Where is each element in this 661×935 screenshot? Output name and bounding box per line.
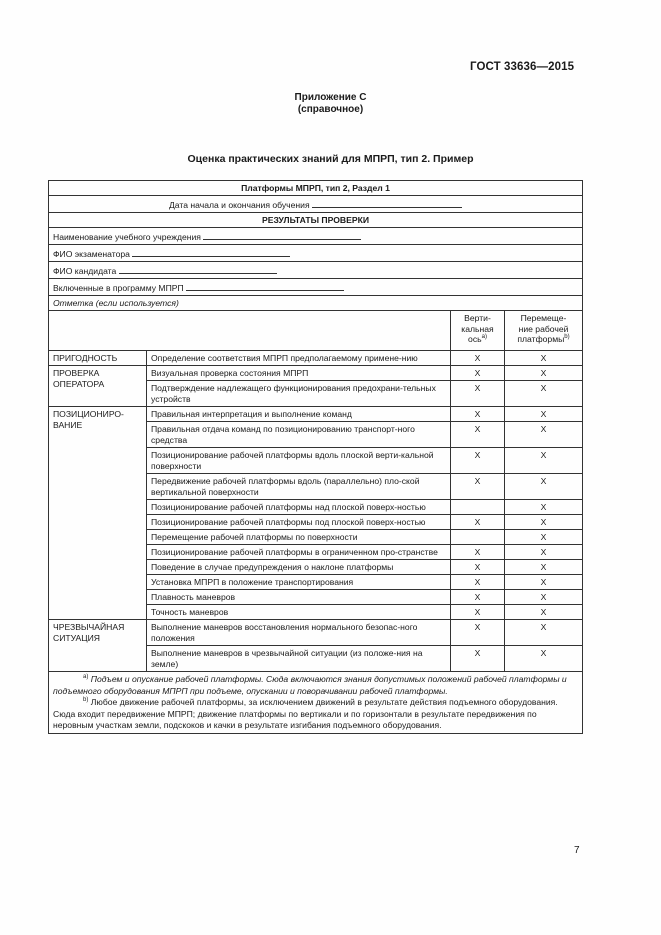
platform-movement-mark: X	[505, 560, 583, 575]
col-platform-line3: платформы	[517, 334, 565, 344]
platform-movement-mark: X	[505, 646, 583, 672]
vertical-axis-mark: X	[451, 351, 505, 366]
platform-movement-mark: X	[505, 448, 583, 474]
footnote-a	[53, 674, 578, 697]
footnotes	[49, 672, 583, 734]
included-row	[49, 279, 583, 296]
platform-movement-mark: X	[505, 407, 583, 422]
vertical-axis-mark: X	[451, 620, 505, 646]
criterion-text: Поведение в случае предупреждения о наклоне платформы	[147, 560, 451, 575]
platform-movement-mark: X	[505, 474, 583, 500]
vertical-axis-mark: X	[451, 646, 505, 672]
candidate-label: ФИО кандидата	[53, 266, 117, 276]
document-code: ГОСТ 33636—2015	[470, 61, 575, 73]
criterion-text: Выполнение маневров восстановления нормального безопас-ного положения	[147, 620, 451, 646]
vertical-axis-mark: X	[451, 366, 505, 381]
criterion-text: Подтверждение надлежащего функционирования предохрани-тельных устройств	[147, 381, 451, 407]
table-row	[49, 407, 583, 422]
included-label: Включенные в программу МПРП	[53, 283, 184, 293]
institution-label: Наименование учебного учреждения	[53, 232, 201, 242]
mark-row: Отметка (если используется)	[49, 296, 583, 311]
platform-movement-mark: X	[505, 515, 583, 530]
table-row	[49, 351, 583, 366]
vertical-axis-mark: X	[451, 474, 505, 500]
platform-movement-mark: X	[505, 605, 583, 620]
assessment-table	[48, 180, 583, 734]
platform-movement-mark: X	[505, 575, 583, 590]
footnote-b-mark: b)	[83, 697, 89, 704]
criterion-text: Позиционирование рабочей платформы под плоской поверх-ностью	[147, 515, 451, 530]
column-header-platform	[505, 311, 583, 351]
criterion-text: Определение соответствия МПРП предполагаемому примене-нию	[147, 351, 451, 366]
criterion-text: Установка МПРП в положение транспортирования	[147, 575, 451, 590]
criterion-text: Позиционирование рабочей платформы над плоской поверх-ностью	[147, 500, 451, 515]
institution-field[interactable]	[203, 230, 361, 240]
criterion-text: Выполнение маневров в чрезвычайной ситуации (из положе-ния на земле)	[147, 646, 451, 672]
platform-movement-mark: X	[505, 381, 583, 407]
vertical-axis-mark: X	[451, 575, 505, 590]
platform-movement-mark: X	[505, 351, 583, 366]
criterion-text: Передвижение рабочей платформы вдоль (параллельно) пло-ской вертикальной поверхности	[147, 474, 451, 500]
appendix-label: Приложение С	[294, 92, 367, 103]
col-platform-line1: Перемеще-	[520, 313, 567, 323]
training-dates-row	[49, 196, 583, 213]
platform-movement-mark: X	[505, 620, 583, 646]
examiner-label: ФИО экзаменатора	[53, 249, 130, 259]
training-dates-field[interactable]	[312, 198, 462, 208]
appendix-heading	[0, 92, 661, 116]
col-platform-line2: ние рабочей	[518, 323, 569, 334]
vertical-axis-mark: X	[451, 422, 505, 448]
platform-movement-mark: X	[505, 530, 583, 545]
col-vertical-line1: Верти-	[464, 313, 491, 323]
training-dates-label: Дата начала и окончания обучения	[168, 200, 310, 210]
included-field[interactable]	[186, 281, 344, 291]
column-header-vertical	[451, 311, 505, 351]
col-vertical-line2: кальная	[461, 323, 494, 334]
vertical-axis-mark: X	[451, 605, 505, 620]
criterion-text: Точность маневров	[147, 605, 451, 620]
platform-movement-mark: X	[505, 545, 583, 560]
col-vertical-footnote-mark: a)	[481, 334, 487, 341]
criterion-text: Позиционирование рабочей платформы вдоль плоской верти-кальной поверхности	[147, 448, 451, 474]
vertical-axis-mark: X	[451, 590, 505, 605]
criterion-text: Визуальная проверка состояния МПРП	[147, 366, 451, 381]
vertical-axis-mark	[451, 530, 505, 545]
page-title: Оценка практических знаний для МПРП, тип 2. Пример	[187, 153, 474, 165]
vertical-axis-mark: X	[451, 560, 505, 575]
section-name: ПРОВЕРКА ОПЕРАТОРА	[49, 366, 147, 407]
footnote-b	[53, 697, 578, 732]
examiner-field[interactable]	[132, 247, 290, 257]
institution-row	[49, 228, 583, 245]
criterion-text: Плавность маневров	[147, 590, 451, 605]
vertical-axis-mark: X	[451, 381, 505, 407]
vertical-axis-mark: X	[451, 407, 505, 422]
vertical-axis-mark: X	[451, 448, 505, 474]
table-row	[49, 620, 583, 646]
section-name: ПОЗИЦИОНИРО-ВАНИЕ	[49, 407, 147, 620]
section-name: ЧРЕЗВЫЧАЙНАЯ СИТУАЦИЯ	[49, 620, 147, 672]
table-row	[49, 366, 583, 381]
col-vertical-line3: ось	[468, 334, 482, 344]
footnote-a-text: Подъем и опускание рабочей платформы. Сюда включаются знания допустимых положений рабочей платформы и подъемного оборудования МПРП при подъеме, опускании и поворачивании рабочей платформы.	[53, 674, 567, 696]
criterion-text: Правильная интерпретация и выполнение команд	[147, 407, 451, 422]
candidate-field[interactable]	[119, 264, 277, 274]
vertical-axis-mark: X	[451, 515, 505, 530]
platform-type-row: Платформы МПРП, тип 2, Раздел 1	[49, 181, 583, 196]
candidate-row	[49, 262, 583, 279]
criterion-text: Перемещение рабочей платформы по поверхности	[147, 530, 451, 545]
results-title: РЕЗУЛЬТАТЫ ПРОВЕРКИ	[49, 213, 583, 228]
footnote-a-mark: a)	[83, 674, 89, 681]
column-header-blank	[49, 311, 451, 351]
examiner-row	[49, 245, 583, 262]
platform-movement-mark: X	[505, 422, 583, 448]
vertical-axis-mark: X	[451, 545, 505, 560]
platform-movement-mark: X	[505, 590, 583, 605]
criterion-text: Позиционирование рабочей платформы в ограниченном про-странстве	[147, 545, 451, 560]
appendix-type: (справочное)	[297, 104, 364, 115]
col-platform-footnote-mark: b)	[564, 334, 570, 341]
vertical-axis-mark	[451, 500, 505, 515]
footnote-b-text: Любое движение рабочей платформы, за исключением движений в результате действия подъемного оборудования. Сюда входит передвижение МПРП; движение платформы по вертикали и по горизонтали в результате передвижения по неровным участкам земли, подскоков и качки в результате изгибания подъемного оборудования.	[53, 697, 558, 730]
platform-movement-mark: X	[505, 500, 583, 515]
page-number: 7	[574, 845, 580, 856]
platform-movement-mark: X	[505, 366, 583, 381]
section-name: ПРИГОДНОСТЬ	[49, 351, 147, 366]
criterion-text: Правильная отдача команд по позиционированию транспорт-ного средства	[147, 422, 451, 448]
